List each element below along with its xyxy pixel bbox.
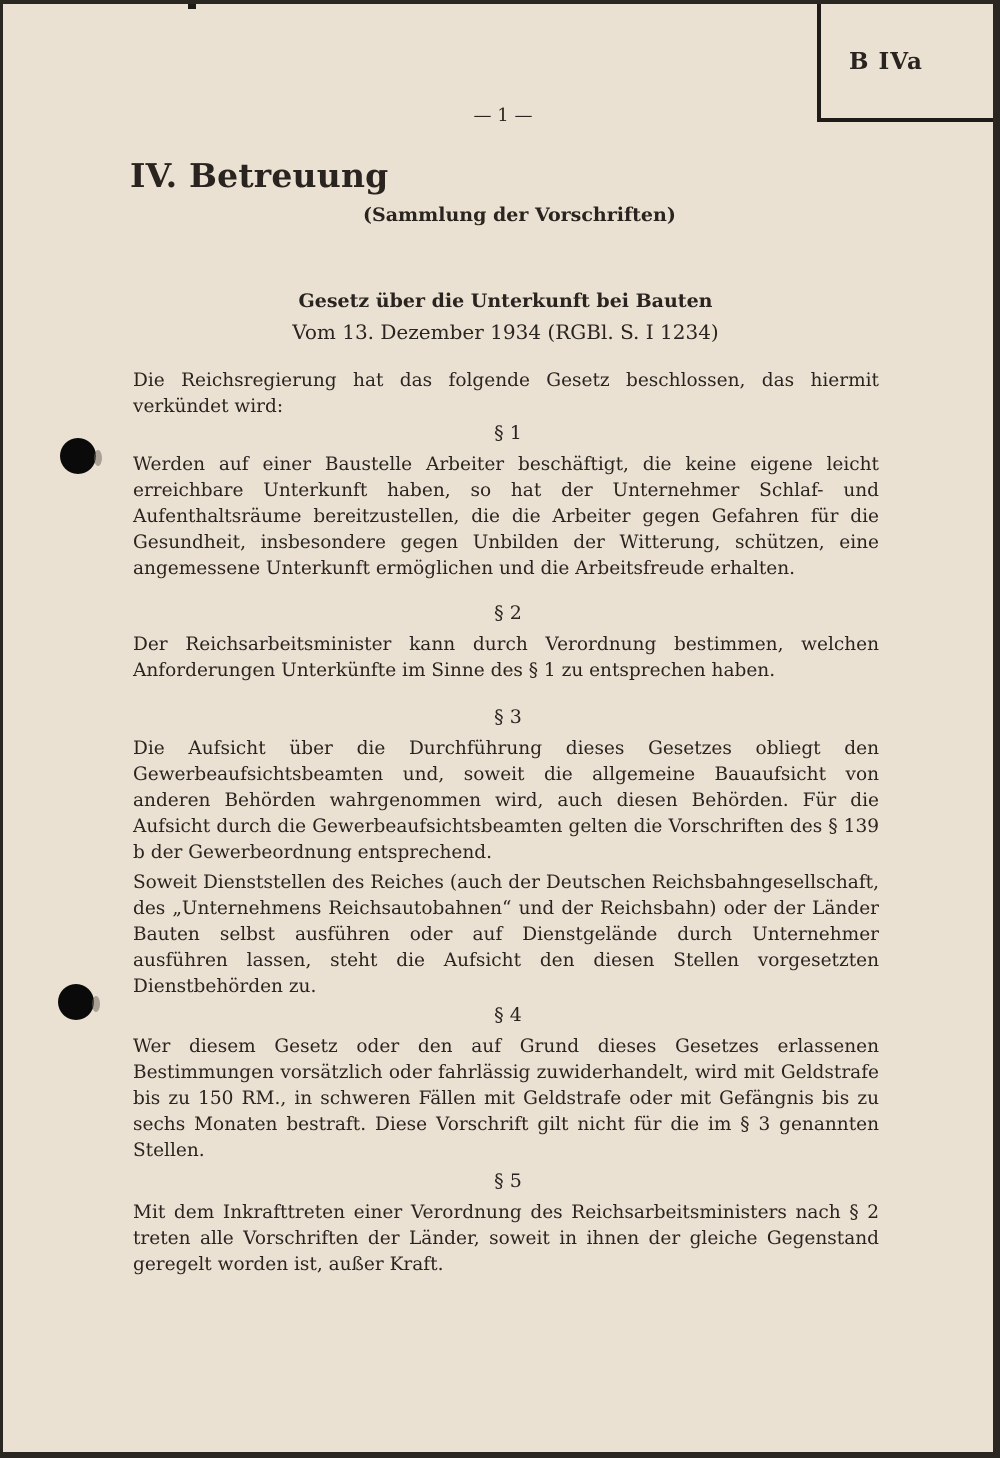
law-title: Gesetz über die Unterkunft bei Bauten — [298, 290, 713, 312]
page-number: — 1 — — [473, 105, 533, 126]
register-tab-label: B IVa — [849, 48, 923, 75]
document-page — [3, 4, 993, 1452]
section-heading-3: § 3 — [494, 706, 522, 728]
chapter-title: IV. Betreuung — [130, 156, 389, 195]
punch-hole-top — [60, 438, 96, 474]
section-heading-4: § 4 — [494, 1004, 522, 1026]
section-1-paragraph: Werden auf einer Baustelle Arbeiter beschäftigt, die keine eigene leicht erreichbare Unterkunft haben, so hat der Unternehmer Schlaf- und Aufenthaltsräume bereitzustellen, die die Arbeiter gegen Gefahren für die Gesundheit, insbesondere gegen Unbilden der Witterung, schützen, eine angemessene Unterkunft ermöglichen und die Arbeitsfreude erhalten. — [133, 454, 879, 579]
section-heading-2: § 2 — [494, 602, 522, 624]
section-3-paragraph-2: Soweit Dienststellen des Reiches (auch der Deutschen Reichsbahngesellschaft, des „Unternehmens Reichsautobahnen“ und der Reichsbahn) oder der Länder Bauten selbst ausführen oder auf Dienstgelände durch Unternehmer ausführen lassen, steht die Aufsicht den diesen Stellen vorgesetzten Dienstbehörden zu. — [133, 872, 879, 997]
section-heading-1: § 1 — [494, 422, 522, 444]
section-2-paragraph: Der Reichsarbeitsminister kann durch Verordnung bestimmen, welchen Anforderungen Unterkünfte im Sinne des § 1 zu entsprechen haben. — [133, 634, 879, 681]
preamble-paragraph: Die Reichsregierung hat das folgende Gesetz beschlossen, das hiermit verkündet wird: — [133, 370, 879, 417]
chapter-subtitle: (Sammlung der Vorschriften) — [363, 204, 676, 226]
section-heading-5: § 5 — [494, 1170, 522, 1192]
law-date: Vom 13. Dezember 1934 (RGBl. S. I 1234) — [292, 320, 719, 344]
punch-hole-bottom — [58, 984, 94, 1020]
section-3-paragraph-1: Die Aufsicht über die Durchführung dieses Gesetzes obliegt den Gewerbeaufsichtsbeamten und, soweit die allgemeine Bauaufsicht von anderen Behörden wahrgenommen wird, auch diesen Behörden. Für die Aufsicht durch die Gewerbeaufsichtsbeamten gelten die Vorschriften des § 139 b der Gewerbeordnung entsprechend. — [133, 738, 879, 863]
section-4-paragraph: Wer diesem Gesetz oder den auf Grund dieses Gesetzes erlassenen Bestimmungen vorsätzlich oder fahrlässig zuwiderhandelt, wird mit Geldstrafe bis zu 150 RM., in schweren Fällen mit Geldstrafe oder mit Gefängnis bis zu sechs Monaten bestraft. Diese Vorschrift gilt nicht für die im § 3 genannten Stellen. — [133, 1036, 879, 1161]
edge-mark — [188, 4, 196, 9]
section-5-paragraph: Mit dem Inkrafttreten einer Verordnung des Reichsarbeitsministers nach § 2 treten alle Vorschriften der Länder, soweit in ihnen der gleiche Gegenstand geregelt worden ist, außer Kraft. — [133, 1202, 879, 1275]
